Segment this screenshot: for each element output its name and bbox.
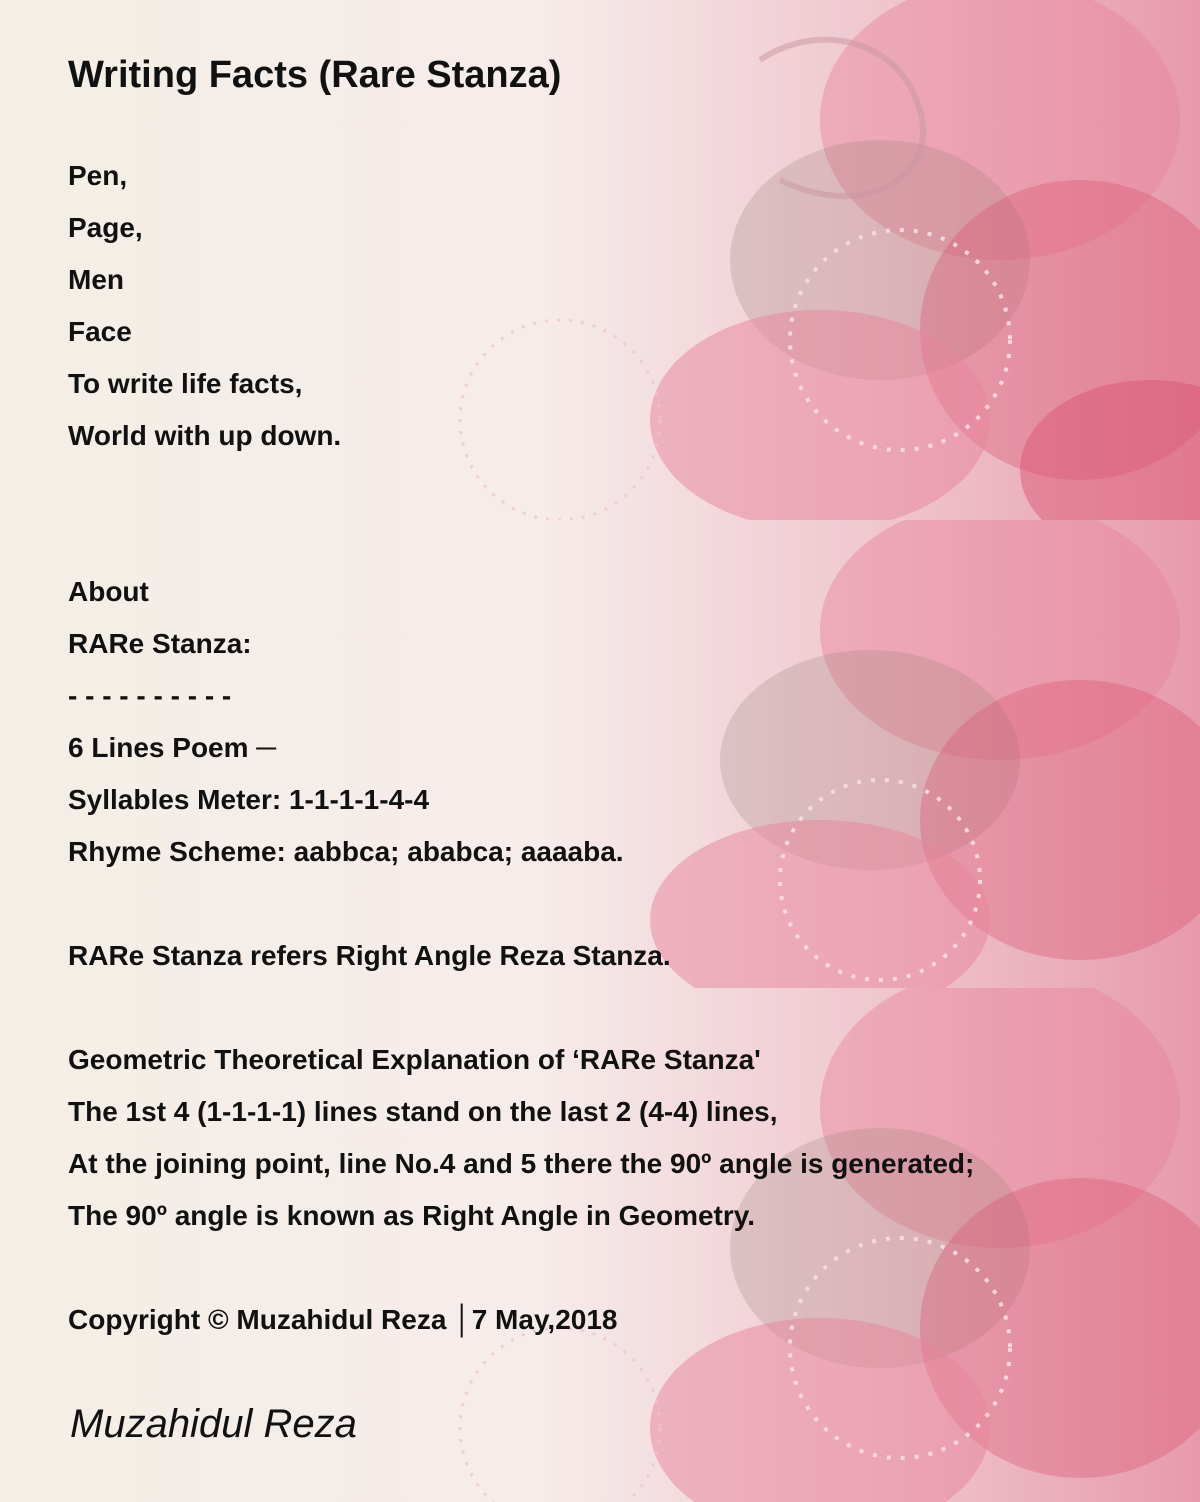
definition-line: RARe Stanza refers Right Angle Reza Stanza. <box>68 940 671 971</box>
copyright-line: Copyright © Muzahidul Reza │7 May,2018 <box>68 1304 618 1335</box>
stanza-line: World with up down. <box>68 420 342 451</box>
stanza-line: To write life facts, <box>68 368 303 399</box>
about-line: Syllables Meter: 1-1-1-1-4-4 <box>68 784 430 815</box>
about-line: 6 Lines Poem ─ <box>68 732 277 763</box>
explanation-line: The 1st 4 (1-1-1-1) lines stand on the last 2 (4-4) lines, <box>68 1096 778 1127</box>
about-line: Rhyme Scheme: aabbca; ababca; aaaaba. <box>68 836 624 867</box>
stanza-line: Page, <box>68 212 143 243</box>
explanation-line: Geometric Theoretical Explanation of ‘RARe Stanza' <box>68 1044 761 1075</box>
about-line: About <box>68 576 149 607</box>
explanation-line: At the joining point, line No.4 and 5 there the 90º angle is generated; <box>68 1148 975 1179</box>
stanza-line: Men <box>68 264 124 295</box>
stanza-line: Face <box>68 316 132 347</box>
author-name: Muzahidul Reza <box>70 1402 357 1446</box>
explanation-line: The 90º angle is known as Right Angle in Geometry. <box>68 1200 756 1231</box>
poem-title: Writing Facts (Rare Stanza) <box>68 54 562 96</box>
about-line: RARe Stanza: <box>68 628 252 659</box>
about-divider: - - - - - - - - - - <box>68 680 232 711</box>
stanza-line: Pen, <box>68 160 128 191</box>
